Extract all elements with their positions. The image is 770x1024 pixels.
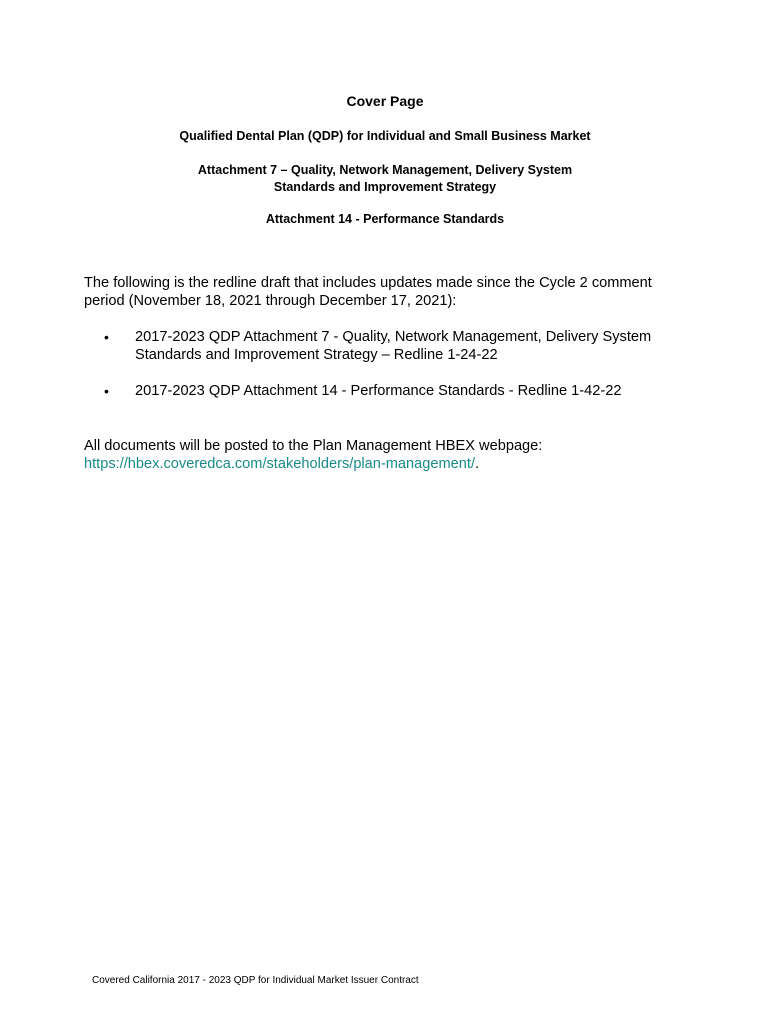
list-item-text: 2017-2023 QDP Attachment 7 - Quality, Network Management, Delivery System Standards and Improvement Strategy – Redline 1-24-22 <box>135 329 652 363</box>
attachment-14-title: Attachment 14 - Performance Standards <box>265 212 505 226</box>
plan-subtitle: Qualified Dental Plan (QDP) for Individual and Small Business Market <box>179 129 591 143</box>
document-list <box>84 328 694 400</box>
bullet-icon: • <box>104 383 109 399</box>
list-item-attachment-7 <box>84 328 694 364</box>
cover-title: Cover Page <box>346 93 424 109</box>
list-item-attachment-14 <box>84 382 694 400</box>
attachment-7-title-line1: Attachment 7 – Quality, Network Management, Delivery System <box>197 163 573 177</box>
attachment-7-title-line2: Standards and Improvement Strategy <box>273 180 497 194</box>
closing-paragraph <box>84 437 694 473</box>
list-item-text: 2017-2023 QDP Attachment 14 - Performance Standards - Redline 1-42-22 <box>135 383 622 399</box>
plan-management-link[interactable]: https://hbex.coveredca.com/stakeholders/plan-management/ <box>84 456 476 472</box>
bullet-icon: • <box>104 329 109 345</box>
link-suffix: . <box>475 456 480 472</box>
closing-text: All documents will be posted to the Plan Management HBEX webpage: <box>84 438 543 454</box>
intro-paragraph: The following is the redline draft that includes updates made since the Cycle 2 comment period (November 18, 2021 through December 17, 2021): <box>84 275 652 309</box>
page-footer: Covered California 2017 - 2023 QDP for Individual Market Issuer Contract <box>92 975 419 986</box>
